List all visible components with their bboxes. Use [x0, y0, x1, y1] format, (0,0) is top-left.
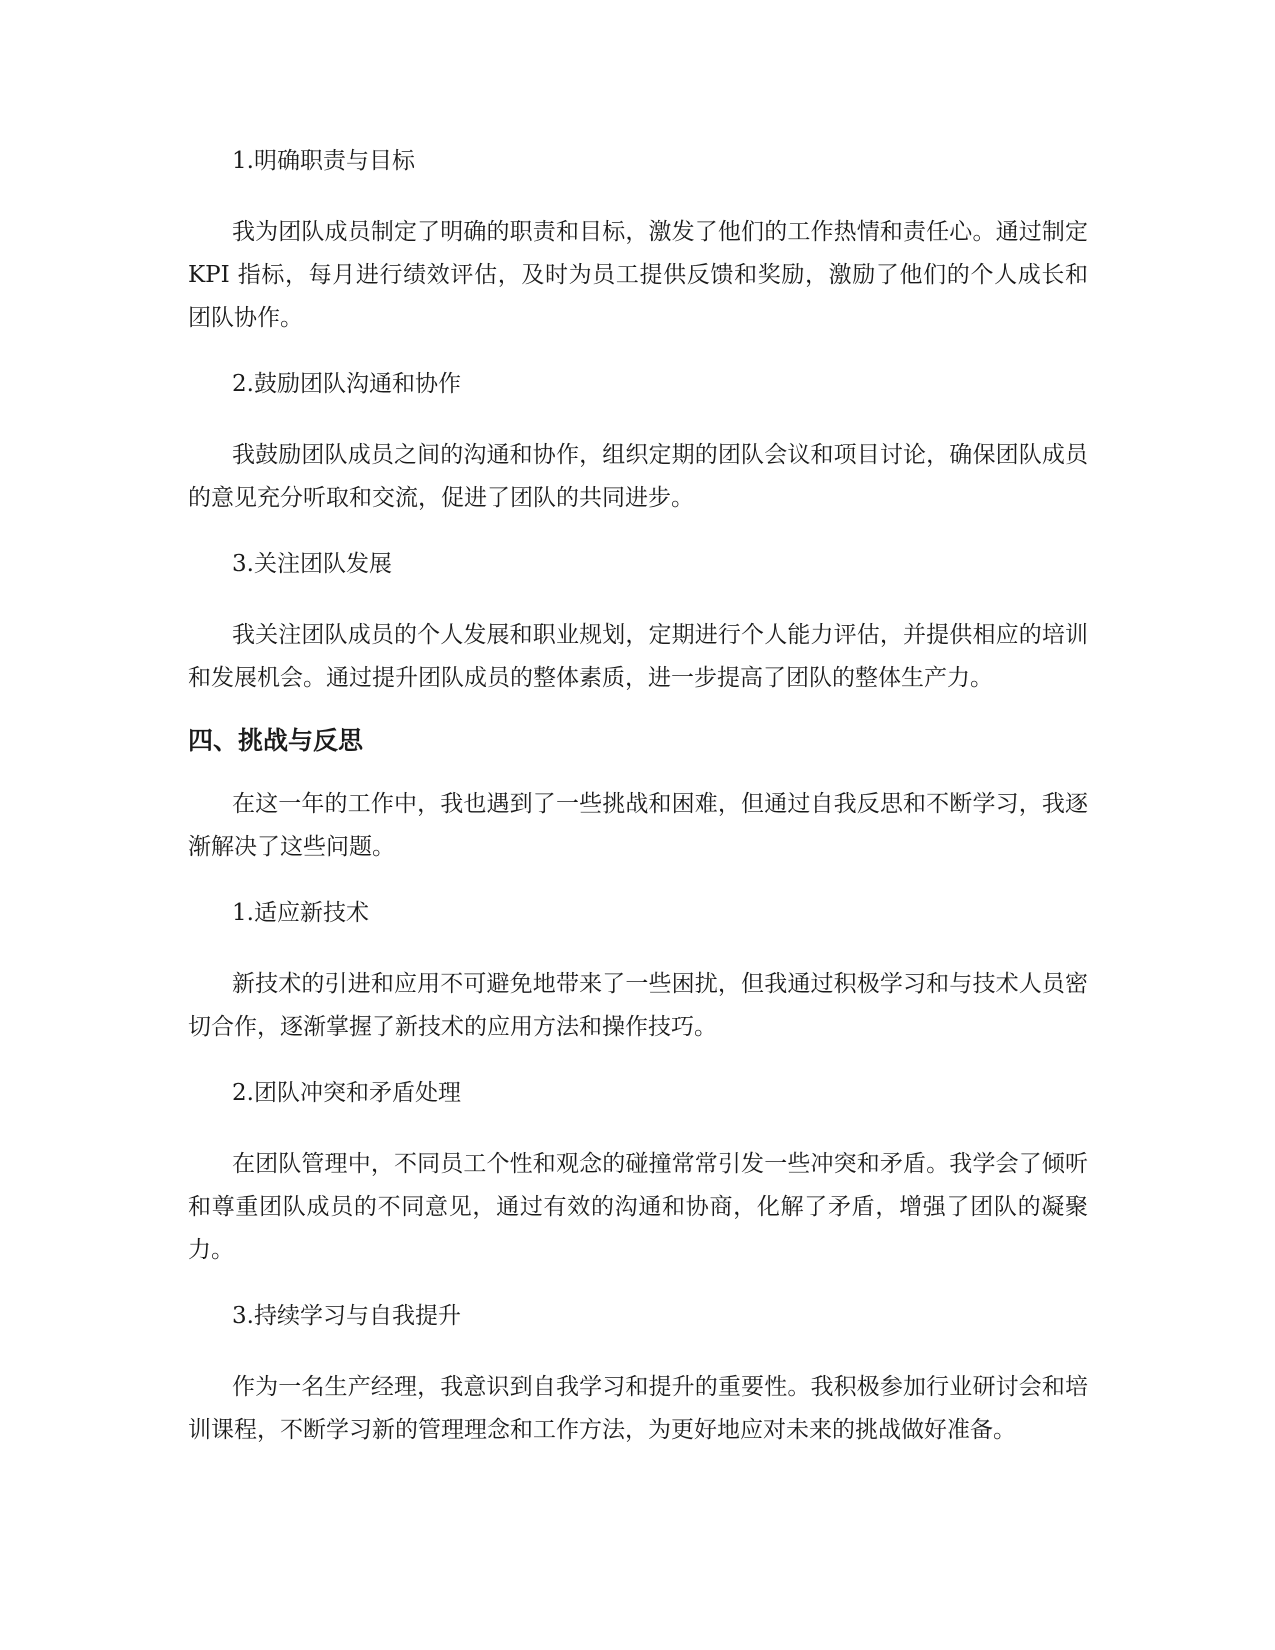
subheading-new-technology: 1.适应新技术 — [232, 900, 369, 926]
paragraph-team-development: 我关注团队成员的个人发展和职业规划，定期进行个人能力评估，并提供相应的培训和发展机会。通过提升团队成员的整体素质，进一步提高了团队的整体生产力。 — [188, 622, 1088, 691]
subheading-team-development: 3.关注团队发展 — [232, 551, 392, 577]
paragraph-clear-duties: 我为团队成员制定了明确的职责和目标，激发了他们的工作热情和责任心。通过制定 KPI 指标，每月进行绩效评估，及时为员工提供反馈和奖励，激励了他们的个人成长和团队协作。 — [188, 219, 1088, 331]
paragraph-team-communication: 我鼓励团队成员之间的沟通和协作，组织定期的团队会议和项目讨论，确保团队成员的意见充分听取和交流，促进了团队的共同进步。 — [188, 442, 1088, 511]
paragraph-challenges-intro: 在这一年的工作中，我也遇到了一些挑战和困难，但通过自我反思和不断学习，我逐渐解决了这些问题。 — [188, 791, 1088, 860]
subheading-clear-duties: 1.明确职责与目标 — [232, 148, 415, 174]
document-body — [188, 146, 1088, 1481]
paragraph-new-technology: 新技术的引进和应用不可避免地带来了一些困扰，但我通过积极学习和与技术人员密切合作，逐渐掌握了新技术的应用方法和操作技巧。 — [188, 971, 1088, 1040]
subheading-team-communication: 2.鼓励团队沟通和协作 — [232, 371, 461, 397]
paragraph-team-conflict: 在团队管理中，不同员工个性和观念的碰撞常常引发一些冲突和矛盾。我学会了倾听和尊重团队成员的不同意见，通过有效的沟通和协商，化解了矛盾，增强了团队的凝聚力。 — [188, 1151, 1088, 1263]
paragraph-continuous-learning: 作为一名生产经理，我意识到自我学习和提升的重要性。我积极参加行业研讨会和培训课程，不断学习新的管理理念和工作方法，为更好地应对未来的挑战做好准备。 — [188, 1374, 1088, 1443]
subheading-continuous-learning: 3.持续学习与自我提升 — [232, 1303, 461, 1329]
section-heading-challenges: 四、挑战与反思 — [188, 726, 364, 755]
subheading-team-conflict: 2.团队冲突和矛盾处理 — [232, 1080, 461, 1106]
